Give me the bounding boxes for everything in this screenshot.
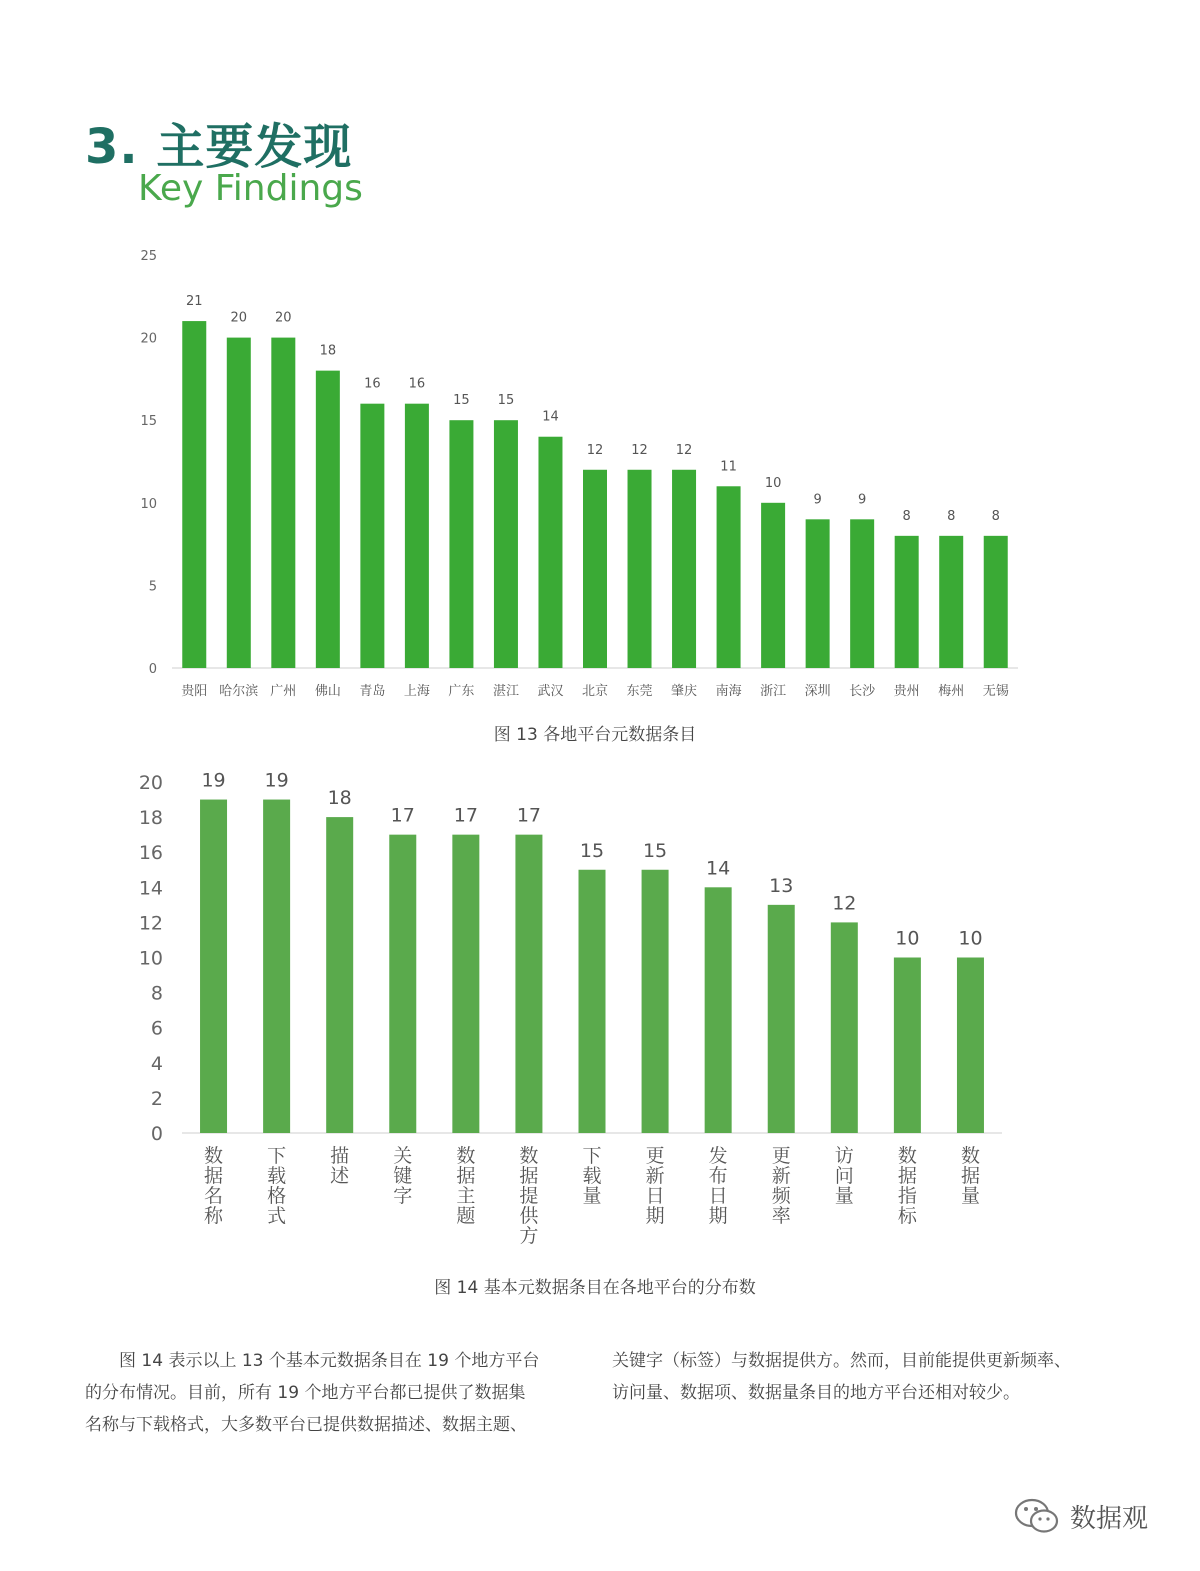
data-label: 12 [832, 892, 857, 915]
x-tick-label: 更新频率 [771, 1145, 791, 1227]
y-tick-label: 2 [150, 1087, 163, 1110]
data-label: 12 [586, 442, 604, 458]
y-tick-label: 0 [148, 662, 157, 677]
bar [705, 887, 732, 1133]
x-tick-label: 贵州 [893, 684, 920, 699]
data-label: 13 [769, 874, 794, 897]
data-label: 12 [631, 442, 648, 458]
body-line: 关键字（标签）与数据提供方。然而，目前能提供更新频率、 [612, 1351, 1071, 1371]
body-line: 名称与下载格式，大多数平台已提供数据描述、数据主题、 [85, 1415, 527, 1435]
y-tick-label: 12 [138, 912, 163, 935]
data-label: 15 [579, 839, 605, 862]
x-tick-label: 无锡 [982, 684, 1009, 699]
bar [200, 800, 227, 1133]
bar [768, 905, 795, 1133]
data-label: 20 [275, 310, 292, 326]
data-label: 10 [895, 927, 920, 950]
x-tick-label: 哈尔滨 [219, 684, 259, 699]
x-tick-label: 下载格式 [267, 1145, 287, 1227]
data-label: 9 [858, 492, 867, 508]
x-tick-label: 关键字 [393, 1145, 413, 1207]
x-tick-label: 广州 [270, 684, 297, 699]
x-tick-label: 贵阳 [181, 684, 208, 699]
bar [452, 835, 479, 1133]
wechat-icon [1012, 1496, 1062, 1536]
data-label: 16 [408, 376, 426, 392]
y-tick-label: 14 [138, 877, 163, 900]
data-label: 14 [542, 409, 559, 425]
x-tick-label: 肇庆 [671, 684, 698, 699]
x-tick-label: 数据指标 [897, 1145, 917, 1227]
data-label: 21 [185, 294, 203, 310]
data-label: 18 [327, 787, 352, 810]
x-tick-label: 武汉 [537, 684, 564, 699]
data-label: 15 [453, 393, 470, 409]
y-tick-label: 8 [150, 982, 163, 1005]
bar [326, 817, 353, 1133]
data-label: 19 [201, 769, 226, 792]
y-tick-label: 10 [140, 496, 157, 512]
y-tick-label: 15 [140, 414, 157, 430]
data-label: 11 [720, 459, 737, 475]
chart2-caption: 图 14 基本元数据条目在各地平台的分布数 [434, 1278, 756, 1298]
bar [831, 922, 858, 1133]
body-line: 的分布情况。目前，所有 19 个地方平台都已提供了数据集 [85, 1383, 526, 1403]
x-tick-label: 广东 [448, 684, 475, 699]
bar [642, 870, 669, 1133]
body-line: 访问量、数据项、数据量条目的地方平台还相对较少。 [612, 1383, 1020, 1403]
data-label: 8 [902, 508, 911, 524]
x-tick-label: 浙江 [760, 684, 787, 699]
data-label: 10 [764, 475, 782, 491]
y-tick-label: 0 [150, 1123, 163, 1145]
y-tick-label: 4 [150, 1052, 163, 1075]
y-tick-label: 6 [150, 1017, 163, 1040]
watermark [1012, 1496, 1148, 1536]
body-text-left [85, 1345, 575, 1441]
x-tick-label: 湛江 [492, 684, 519, 699]
bar [894, 958, 921, 1134]
heading-en: Key Findings [138, 168, 363, 209]
x-tick-label: 数据主题 [456, 1145, 476, 1227]
data-label: 12 [675, 442, 693, 458]
data-label: 8 [947, 508, 956, 524]
x-tick-label: 佛山 [314, 684, 341, 699]
x-tick-label: 长沙 [849, 684, 876, 699]
data-label: 18 [319, 343, 337, 359]
x-tick-label: 深圳 [804, 684, 831, 699]
y-tick-label: 25 [140, 249, 157, 264]
chart1-caption: 图 13 各地平台元数据条目 [493, 725, 697, 745]
data-label: 16 [364, 376, 381, 392]
y-tick-label: 16 [138, 842, 163, 865]
x-tick-label: 青岛 [359, 684, 386, 699]
x-tick-label: 北京 [581, 684, 609, 699]
y-tick-label: 10 [138, 947, 163, 970]
data-label: 14 [706, 857, 731, 880]
x-tick-label: 发布日期 [708, 1145, 728, 1227]
body-line: 图 14 表示以上 13 个基本元数据条目在 19 个地方平台 [119, 1351, 540, 1371]
x-tick-label: 数据提供方 [519, 1145, 539, 1247]
data-label: 8 [991, 508, 1000, 524]
data-label: 15 [642, 839, 668, 862]
heading-cn: 3. 主要发现 [85, 119, 353, 175]
body-text-right [612, 1345, 1112, 1409]
y-tick-label: 5 [148, 579, 157, 595]
data-label: 19 [264, 769, 289, 792]
x-tick-label: 数据量 [960, 1145, 980, 1207]
watermark-text: 数据观 [1070, 1503, 1149, 1534]
bar [579, 870, 606, 1133]
y-tick-label: 18 [138, 807, 163, 830]
data-label: 15 [497, 393, 515, 409]
x-tick-label: 下载量 [582, 1145, 602, 1207]
x-tick-label: 更新日期 [645, 1145, 665, 1227]
bar [515, 835, 542, 1133]
y-tick-label: 20 [138, 772, 163, 794]
x-tick-label: 描述 [330, 1145, 350, 1187]
bar [389, 835, 416, 1133]
x-tick-label: 东莞 [626, 684, 653, 699]
x-tick-label: 访问量 [834, 1145, 854, 1207]
data-label: 10 [958, 927, 983, 950]
y-tick-label: 20 [140, 331, 157, 347]
bar [957, 958, 984, 1134]
data-label: 20 [230, 310, 248, 326]
x-tick-label: 梅州 [938, 684, 965, 699]
x-tick-label: 上海 [403, 684, 430, 699]
data-label: 17 [390, 804, 415, 827]
data-label: 17 [453, 804, 478, 827]
bar [263, 800, 290, 1133]
data-label: 9 [813, 492, 822, 508]
data-label: 17 [516, 804, 542, 827]
x-tick-label: 数据名称 [204, 1145, 224, 1227]
x-tick-label: 南海 [715, 684, 742, 699]
